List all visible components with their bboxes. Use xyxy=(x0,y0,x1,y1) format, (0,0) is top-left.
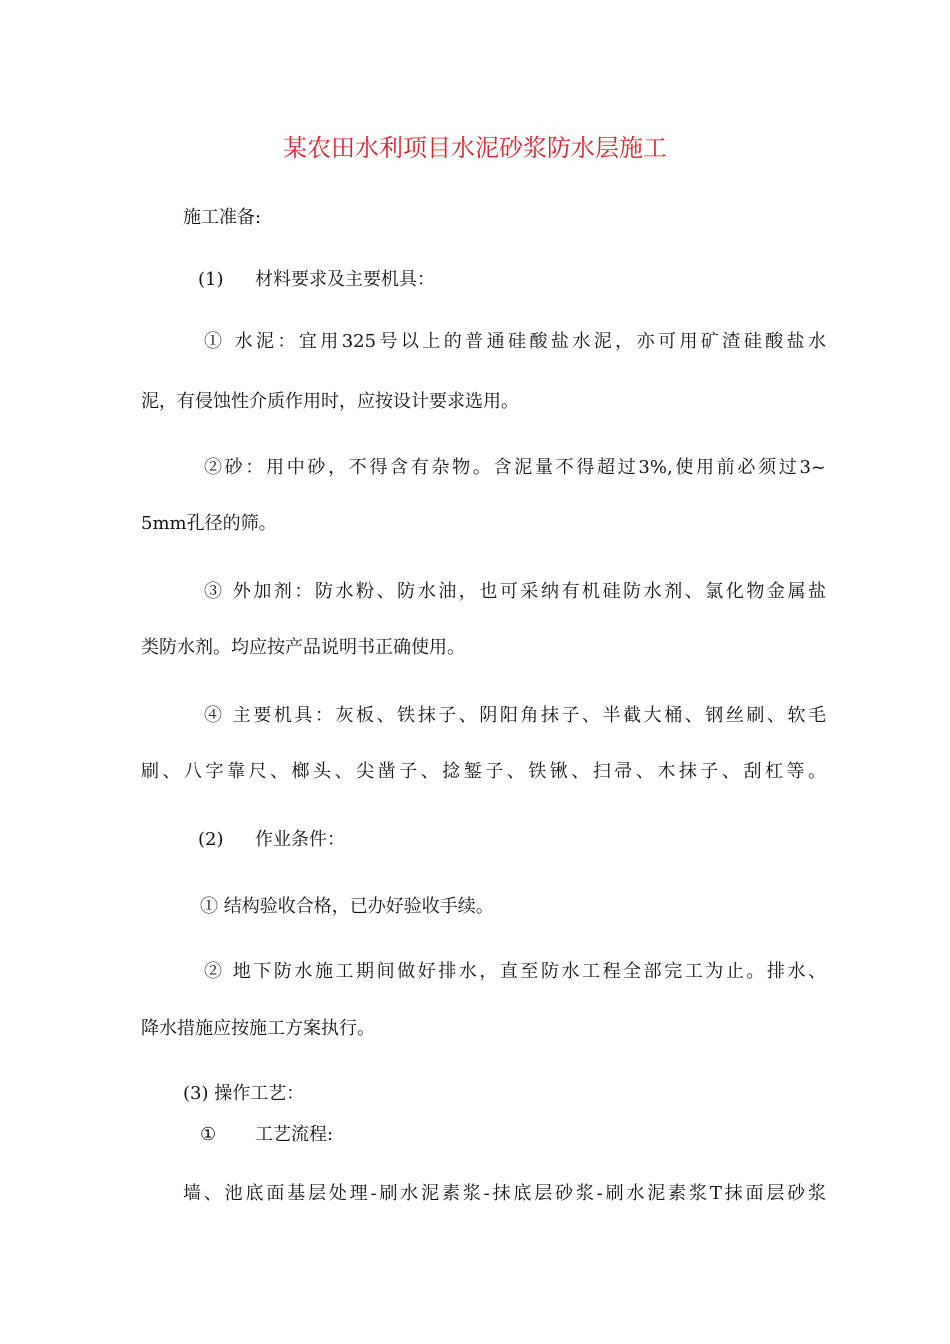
paragraph-tools-line-2: 刷、八字靠尺、榔头、尖凿子、捻錾子、铁锹、扫帚、木抹子、刮杠等。 xyxy=(141,761,826,782)
flow-number: ① xyxy=(200,1124,217,1145)
flow-label: 工艺流程: xyxy=(255,1124,334,1145)
section-2-number: (2) xyxy=(198,829,224,850)
paragraph-additive-line-2: 类防水剂。均应按产品说明书正确使用。 xyxy=(141,637,465,658)
section-2-label: 作业条件： xyxy=(255,829,345,850)
paragraph-condition-1: ① 结构验收合格，已办好验收手续。 xyxy=(200,896,494,917)
paragraph-condition-2-line-1: ② 地下防水施工期间做好排水，直至防水工程全部完工为止。排水、 xyxy=(204,961,826,982)
document-title: 某农田水利项目水泥砂浆防水层施工 xyxy=(283,134,667,162)
paragraph-condition-2-line-2: 降水措施应按施工方案执行。 xyxy=(141,1018,375,1039)
section-3-heading: (3) 操作工艺： xyxy=(183,1083,305,1104)
paragraph-tools-line-1: ④ 主要机具：灰板、铁抹子、阴阳角抹子、半截大桶、钢丝刷、软毛 xyxy=(204,705,826,726)
paragraph-cement-line-1: ① 水泥：宜用325号以上的普通硅酸盐水泥，亦可用矿渣硅酸盐水 xyxy=(204,331,826,352)
paragraph-sand-line-1: ②砂：用中砂，不得含有杂物。含泥量不得超过3%,使用前必须过3~ xyxy=(204,457,826,478)
paragraph-cement-line-2: 泥，有侵蚀性介质作用时，应按设计要求选用。 xyxy=(141,391,519,412)
heading-preparation: 施工准备: xyxy=(183,207,262,228)
paragraph-sand-line-2: 5mm孔径的筛。 xyxy=(141,513,277,534)
paragraph-additive-line-1: ③ 外加剂：防水粉、防水油，也可采纳有机硅防水剂、氯化物金属盐 xyxy=(204,581,826,602)
section-1-number: (1) xyxy=(198,269,224,290)
section-1-label: 材料要求及主要机具： xyxy=(255,269,435,290)
paragraph-process-flow: 墙、池底面基层处理-刷水泥素浆-抹底层砂浆-刷水泥素浆T抹面层砂浆 xyxy=(183,1183,826,1204)
